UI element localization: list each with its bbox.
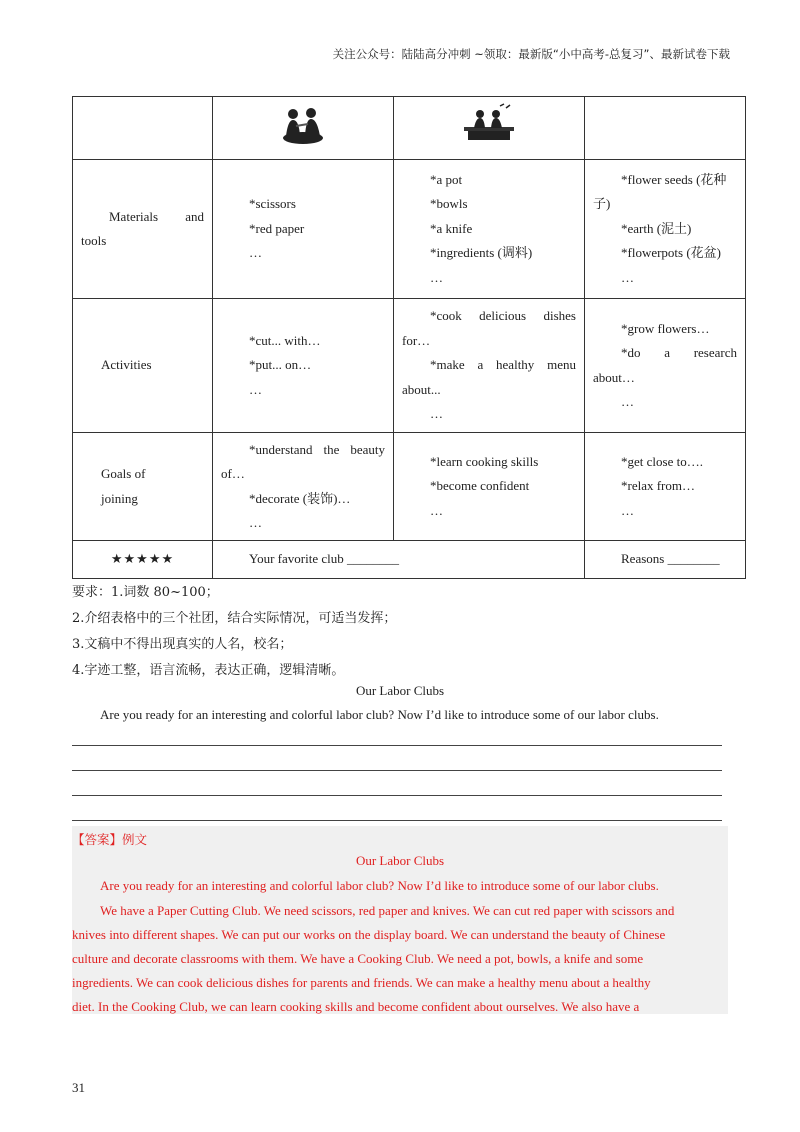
rating-stars: ★★★★★ (73, 541, 213, 579)
answer-line: ingredients. We can cook delicious dishes for parents and friends. We can make a healthy menu about a healthy (72, 975, 651, 990)
cooking-materials: *a pot *bowls *a knife *ingredients (调料) … (394, 160, 585, 299)
table-row (73, 160, 746, 299)
materials-label: Materials and tools (73, 160, 213, 299)
cooking-goals: *learn cooking skills *become confident … (394, 433, 585, 541)
favorite-club-blank: Your favorite club ________ (213, 541, 585, 579)
essay-title: Our Labor Clubs (355, 683, 445, 698)
answer-label: 【答案】例文 (72, 832, 148, 847)
table-row (73, 97, 746, 160)
table-row (73, 433, 746, 541)
answer-line: knives into different shapes. We can put our works on the display board. We can understand the beauty of Chinese (72, 927, 666, 942)
flower-materials: *flower seeds (花种 子) *earth (泥土) *flowerpots (花盆) … (585, 160, 746, 299)
flower-activities: *grow flowers… *do a research about… … (585, 299, 746, 433)
writing-line (72, 820, 722, 821)
writing-line (72, 770, 722, 771)
paper-goals: *understand the beauty of… *decorate (装饰)… … (213, 433, 394, 541)
flower-goals: *get close to…. *relax from… … (585, 433, 746, 541)
essay-intro: Are you ready for an interesting and colorful labor club? Now I’d like to introduce some of our labor clubs. (100, 707, 659, 722)
table-cell (73, 97, 213, 160)
cooking-club-icon (394, 97, 585, 160)
requirement-line: 3.文稿中不得出现真实的人名，校名； (72, 637, 293, 652)
reasons-blank: Reasons ________ (585, 541, 746, 579)
paper-activities: *cut... with… *put... on… … (213, 299, 394, 433)
answer-line: We have a Paper Cutting Club. We need scissors, red paper and knives. We can cut red paper with scissors and (100, 903, 675, 918)
cooking-activities: *cook delicious dishes for… *make a healthy menu about... … (394, 299, 585, 433)
requirement-line: 2.介绍表格中的三个社团，结合实际情况，可适当发挥； (72, 611, 397, 626)
table-cell (585, 97, 746, 160)
writing-line (72, 745, 722, 746)
answer-line: diet. In the Cooking Club, we can learn cooking skills and become confident about ourselves. We also have a (72, 999, 640, 1014)
goals-label: Goals of joining (73, 433, 213, 541)
table-row (73, 541, 746, 579)
answer-line: culture and decorate classrooms with them. We have a Cooking Club. We need a pot, bowls, a knife and some (72, 951, 644, 966)
requirement-line: 要求：1.词数 80~100； (72, 585, 219, 600)
clubs-table (72, 96, 746, 579)
activities-label: Activities (73, 299, 213, 433)
page-header: 关注公众号：陆陆高分冲刺 ~领取：最新版“小中高考-总复习”、最新试卷下载 (332, 47, 730, 61)
paper-cutting-club-icon (213, 97, 394, 160)
table-row (73, 299, 746, 433)
writing-line (72, 795, 722, 796)
answer-line: Are you ready for an interesting and colorful labor club? Now I’d like to introduce some of our labor clubs. (100, 878, 659, 893)
paper-materials: *scissors *red paper … (213, 160, 394, 299)
answer-title: Our Labor Clubs (355, 853, 445, 868)
page-number: 31 (72, 1080, 85, 1095)
requirement-line: 4.字迹工整，语言流畅，表达正确，逻辑清晰。 (72, 663, 345, 678)
